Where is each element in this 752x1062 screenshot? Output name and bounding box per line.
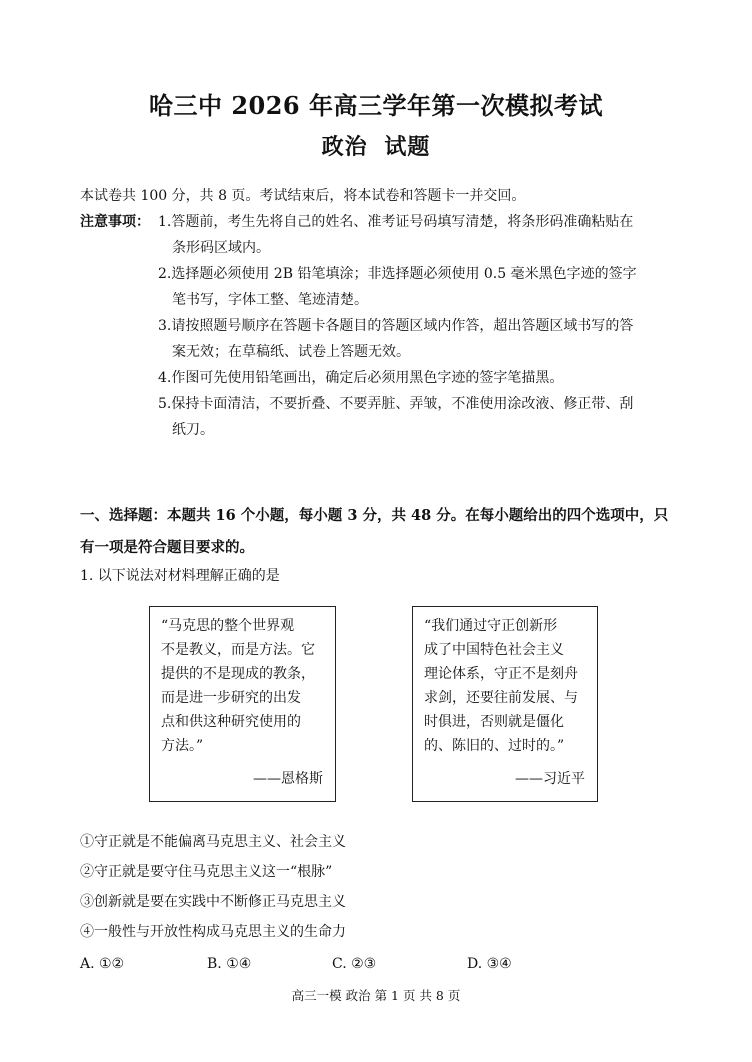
statement-item: ④一般性与开放性构成马克思主义的生命力 xyxy=(80,924,346,940)
quote-line: 提供的不是现成的教条， xyxy=(161,666,315,682)
quote-line: 不是教义，而是方法。它 xyxy=(161,642,315,658)
quote-line: “马克思的整个世界观 xyxy=(161,618,295,634)
quote-line: 点和供这种研究使用的 xyxy=(161,714,301,730)
option-c: C. ②③ xyxy=(332,956,377,972)
question-stem: 1. 以下说法对材料理解正确的是 xyxy=(80,568,280,584)
page-footer: 高三一模 政治 第 1 页 共 8 页 xyxy=(291,988,461,1003)
quote-line: 求剑，还要往前发展、与 xyxy=(424,690,578,706)
notes-label: 注意事项： xyxy=(80,214,150,230)
quote-line: 方法。” xyxy=(161,738,204,754)
quote-line: 时俱进，否则就是僵化 xyxy=(424,714,564,730)
note-line: 4.作图可先使用铅笔画出，确定后必须用黑色字迹的签字笔描黑。 xyxy=(158,370,564,386)
subject-name: 政治 xyxy=(321,134,368,160)
quote-line: 而是进一步研究的出发 xyxy=(161,690,301,706)
intro-text: 本试卷共 100 分，共 8 页。考试结束后，将本试卷和答题卡一并交回。 xyxy=(80,188,526,204)
quote-author: ——恩格斯 xyxy=(253,771,323,787)
quote-line: 成了中国特色社会主义 xyxy=(424,642,564,658)
section-heading: 一、选择题：本题共 16 个小题，每小题 3 分，共 48 分。在每小题给出的四个选项中，只 xyxy=(80,507,669,524)
quote-box-xi xyxy=(412,606,598,802)
note-line: 3.请按照题号顺序在答题卡各题目的答题区域内作答，超出答题区域书写的答 xyxy=(158,318,634,334)
paper-type: 试题 xyxy=(384,134,431,160)
quote-author: ——习近平 xyxy=(515,771,585,787)
option-b: B. ①④ xyxy=(207,956,252,972)
quote-line: “我们通过守正创新形 xyxy=(424,618,558,634)
note-line: 条形码区域内。 xyxy=(172,240,270,256)
quote-line: 的、陈旧的、过时的。” xyxy=(424,738,565,754)
exam-subtitle xyxy=(0,130,752,161)
quote-box-engels xyxy=(149,606,336,802)
option-a: A. ①② xyxy=(80,956,125,972)
exam-title: 哈三中 2026 年高三学年第一次模拟考试 xyxy=(148,91,603,120)
note-line: 笔书写，字体工整、笔迹清楚。 xyxy=(172,292,368,308)
note-line: 1.答题前，考生先将自己的姓名、准考证号码填写清楚，将条形码准确粘贴在 xyxy=(158,214,634,230)
note-line: 5.保持卡面清洁，不要折叠、不要弄脏、弄皱，不准使用涂改液、修正带、刮 xyxy=(158,396,634,412)
note-line: 纸刀。 xyxy=(172,422,214,438)
statement-item: ①守正就是不能偏离马克思主义、社会主义 xyxy=(80,834,346,850)
note-line: 2.选择题必须使用 2B 铅笔填涂；非选择题必须使用 0.5 毫米黑色字迹的签字 xyxy=(158,266,637,282)
statement-item: ③创新就是要在实践中不断修正马克思主义 xyxy=(80,894,346,910)
note-line: 案无效；在草稿纸、试卷上答题无效。 xyxy=(172,344,410,360)
quote-line: 理论体系，守正不是刻舟 xyxy=(424,666,578,682)
statement-item: ②守正就是要守住马克思主义这一“根脉” xyxy=(80,864,333,880)
section-heading-cont: 有一项是符合题目要求的。 xyxy=(80,539,254,556)
option-d: D. ③④ xyxy=(467,956,512,972)
